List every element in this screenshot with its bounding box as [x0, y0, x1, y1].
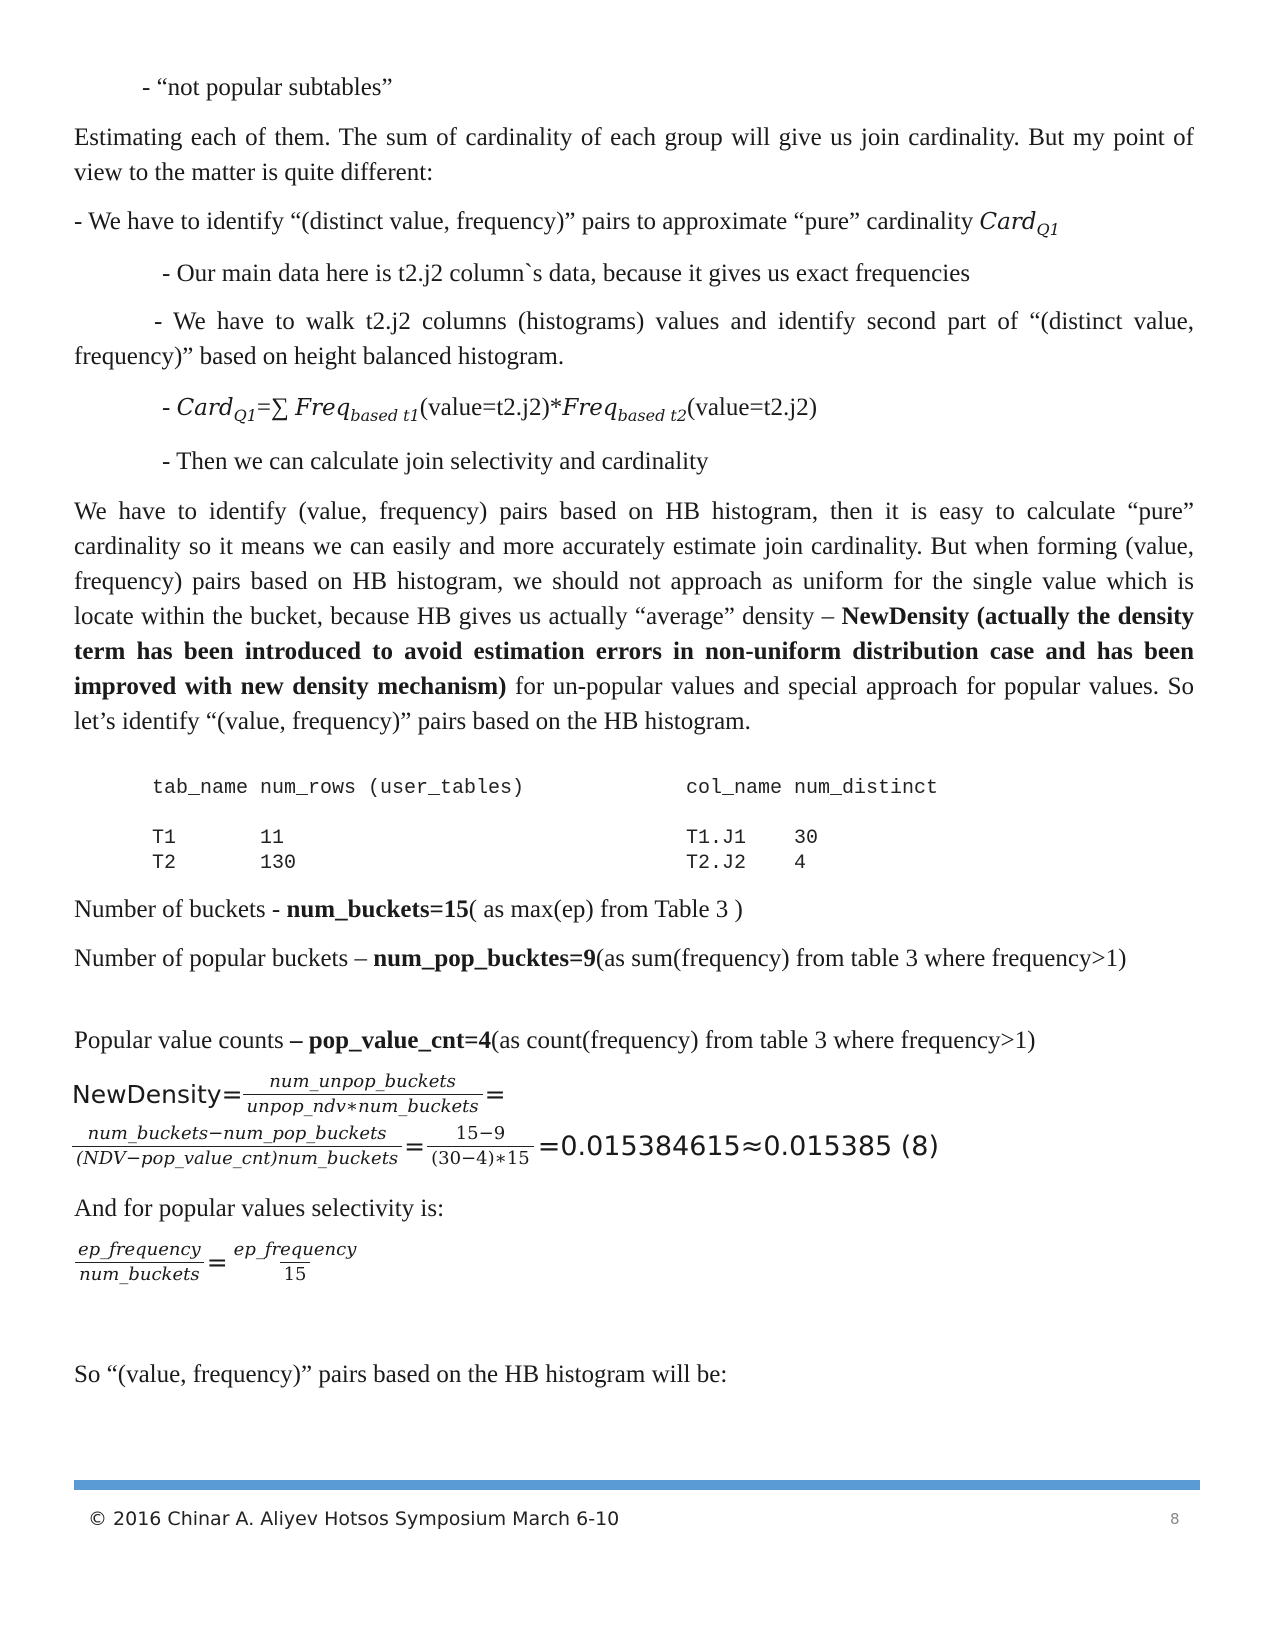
pop-value-post: (as count(frequency) from table 3 where frequency>1) [491, 1027, 1036, 1054]
fraction-ep-15-num: ep_frequency [233, 1239, 357, 1260]
newdensity-formula-line-1 [72, 1070, 508, 1119]
fraction-unpop-num: num_unpop_buckets [269, 1071, 456, 1092]
card-symbol: Card [979, 209, 1037, 235]
num-pop-bold: num_pop_bucktes=9 [373, 945, 596, 972]
equals-sign-3: = [206, 1248, 228, 1277]
formula-sum: =∑ [256, 394, 296, 421]
formula-freq-2: Freq [562, 395, 618, 421]
formula-value-2: (value=t2.j2) [687, 394, 818, 421]
newdensity-bold: NewDensity (actually the density term has been introduced to avoid estimation errors in non-uniform distribution case and has been improved with new density mechanism) [74, 603, 1195, 700]
paragraph-popular-selectivity: And for popular values selectivity is: [74, 1195, 445, 1222]
equals-sign-1: = [484, 1080, 506, 1109]
page-number: 8 [1170, 1510, 1180, 1528]
newdensity-text-2: for un-popular values and special approach for popular values. So let’s identify “(value, frequency)” pairs based on the HB histogram. [74, 673, 1194, 735]
formula-freq-2-sub: based t2 [617, 406, 688, 425]
code-left-row-2: T2 130 [152, 852, 297, 875]
fraction-unpop [243, 1070, 483, 1119]
formula-card-q1 [162, 390, 817, 433]
selectivity-formula [74, 1238, 360, 1287]
newdensity-label: NewDensity= [72, 1080, 243, 1109]
paragraph-estimating: Estimating each of them. The sum of cardinality of each group will give us join cardinality. But my point of view to the matter is quite different: [74, 124, 1194, 186]
code-left-row-1: T1 11 [152, 827, 285, 850]
equals-sign-2: = [404, 1132, 426, 1161]
newdensity-result: =0.015384615≈0.015385 (8) [537, 1131, 940, 1162]
fraction-ep-15-den: 15 [280, 1262, 311, 1287]
formula-freq-1: Freq [295, 395, 351, 421]
fraction-numeric-num: 15−9 [455, 1123, 506, 1144]
fraction-ep-num: ep_frequency [78, 1239, 201, 1260]
code-left-header: tab_name num_rows (user_tables) [152, 777, 525, 800]
fraction-buckets-num: num_buckets−num_pop_buckets [87, 1123, 387, 1144]
num-buckets-pre: Number of buckets - [74, 896, 287, 923]
formula-freq-1-sub: based t1 [350, 406, 420, 425]
formula-card-sub: Q1 [233, 406, 257, 425]
walk-columns-text: - We have to walk t2.j2 columns (histograms) values and identify second part of “(distinct value, frequency)” based on height balanced histogram. [74, 308, 1194, 370]
paragraph-walk-columns [74, 304, 1194, 374]
identify-text: - We have to identify “(distinct value, frequency)” pairs to approximate “pure” cardinality [74, 208, 980, 235]
formula-value-1: (value=t2.j2)* [419, 394, 563, 421]
paragraph-num-pop-buckets [74, 941, 1194, 976]
code-right-header: col_name num_distinct [686, 777, 939, 800]
fraction-unpop-den: unpop_ndv∗num_buckets [243, 1094, 483, 1119]
newdensity-formula-line-2 [72, 1122, 939, 1171]
fraction-ep-buckets [74, 1238, 205, 1287]
fraction-buckets [72, 1122, 402, 1171]
footer-rule [74, 1480, 1200, 1490]
card-subscript: Q1 [1036, 220, 1060, 239]
fraction-ep-den: num_buckets [75, 1262, 203, 1287]
list-item-main-data: - Our main data here is t2.j2 column`s data, because it gives us exact frequencies [162, 260, 971, 287]
num-pop-pre: Number of popular buckets – [74, 945, 374, 972]
newdensity-text-1: We have to identify (value, frequency) pairs based on HB histogram, then it is easy to calculate “pure” cardinality so it means we can easily and more accurately estimate join cardinality. But when forming (value, frequency) pairs based on HB histogram, we should not approach as uniform for the single value which is locate within the bucket, because HB gives us actually “average” density – [74, 498, 1194, 630]
code-right-row-1: T1.J1 30 [686, 827, 819, 850]
formula-dash: - [162, 394, 177, 421]
pop-value-pre: Popular value counts [74, 1027, 290, 1054]
num-pop-post: (as sum(frequency) from table 3 where frequency>1) [595, 945, 1127, 972]
paragraph-pairs-will-be: So “(value, frequency)” pairs based on the HB histogram will be: [74, 1361, 728, 1388]
paragraph-num-buckets [74, 892, 1194, 927]
pop-value-bold: – pop_value_cnt=4 [289, 1027, 492, 1054]
fraction-buckets-den: (NDV−pop_value_cnt)num_buckets [72, 1146, 402, 1171]
num-buckets-bold: num_buckets=15 [286, 896, 469, 923]
fraction-numeric-den: (30−4)∗15 [427, 1146, 534, 1171]
fraction-ep-15 [230, 1238, 361, 1287]
list-item-calculate: - Then we can calculate join selectivity and cardinality [162, 448, 709, 475]
footer-copyright: © 2016 Chinar A. Aliyev Hotsos Symposium March 6-10 [88, 1508, 620, 1530]
fraction-numeric [427, 1122, 534, 1171]
paragraph-identify-pairs [74, 204, 1194, 247]
num-buckets-post: ( as max(ep) from Table 3 ) [468, 896, 743, 923]
formula-card: Card [176, 395, 234, 421]
code-right-row-2: T2.J2 4 [686, 852, 807, 875]
paragraph-pop-value-cnt [74, 1023, 1194, 1058]
list-item-not-popular: - “not popular subtables” [142, 74, 393, 101]
paragraph-newdensity [74, 494, 1194, 739]
